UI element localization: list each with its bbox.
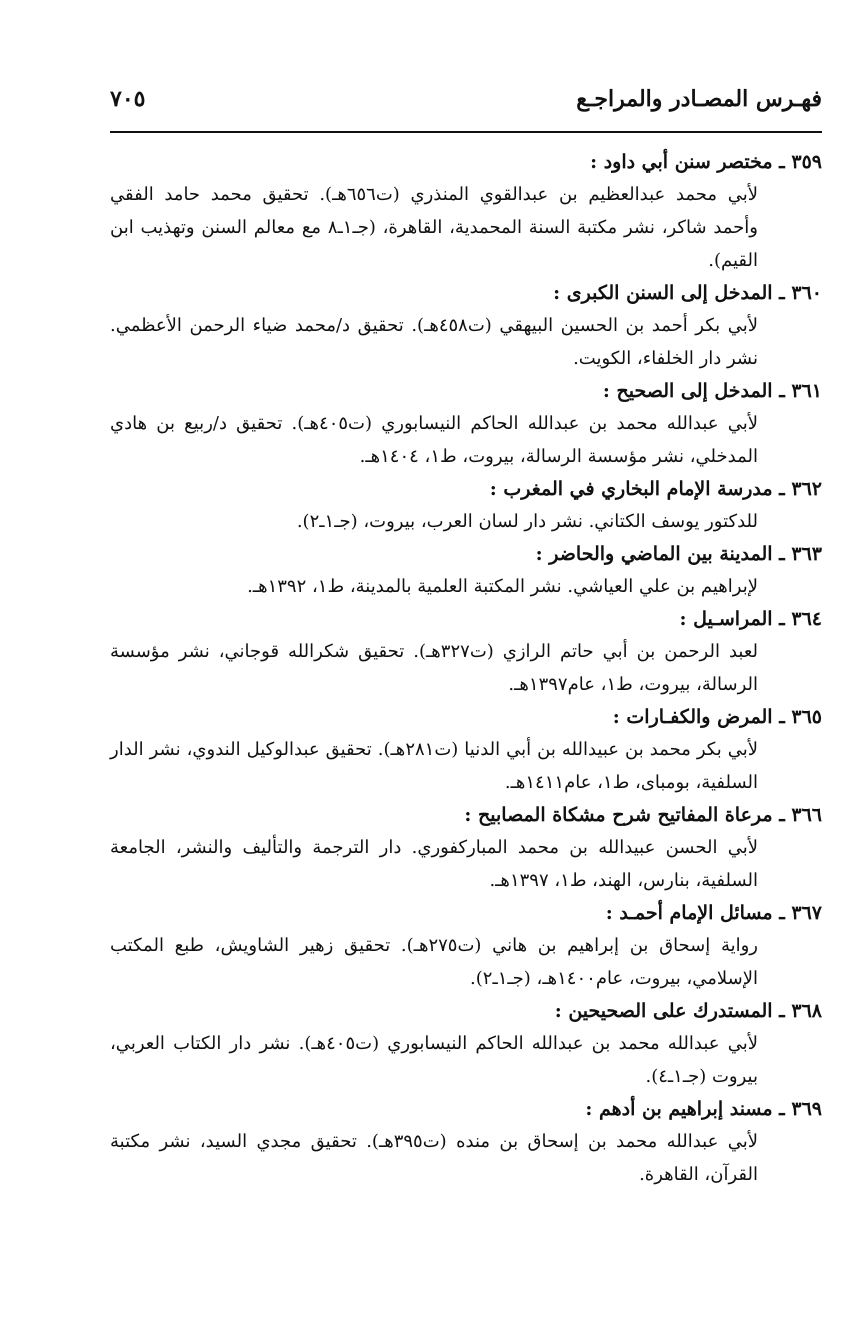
entry-details: لأبي عبدالله محمد بن إسحاق بن منده (ت٣٩٥هـ). تحقيق مجدي السيد، نشر مكتبة القرآن، القاهرة.: [110, 1131, 759, 1185]
bibliography-entry: [110, 603, 822, 701]
entry-title: ٣٦٧ ـ مسائل الإمام أحمـد :: [605, 902, 822, 924]
entry-details: لأبي عبدالله محمد بن عبدالله الحاكم النيسابوري (ت٤٠٥هـ). نشر دار الكتاب العربي، بيروت (جـ١ـ٤).: [110, 1033, 758, 1087]
bibliography-entry: [110, 146, 822, 277]
entry-title: ٣٦٤ ـ المراسـيل :: [679, 608, 822, 630]
bibliography-entry: [110, 1093, 822, 1191]
entry-title: ٣٦٢ ـ مدرسة الإمام البخاري في المغرب :: [489, 478, 822, 500]
entry-details: لإبراهيم بن علي العياشي. نشر المكتبة العلمية بالمدينة، ط١، ١٣٩٢هـ.: [247, 576, 758, 597]
entry-details: لأبي الحسن عبيدالله بن محمد المباركفوري. دار الترجمة والتأليف والنشر، الجامعة السلفية، بنارس، الهند، ط١، ١٣٩٧هـ.: [110, 837, 758, 891]
bibliography-entry: [110, 995, 822, 1093]
bibliography-entry: [110, 277, 822, 375]
bibliography-entry: [110, 473, 822, 538]
entry-title: ٣٦٦ ـ مرعاة المفاتيح شرح مشكاة المصابيح :: [464, 804, 822, 826]
entry-title: ٣٦٣ ـ المدينة بين الماضي والحاضر :: [535, 543, 822, 565]
bibliography-entry: [110, 538, 822, 603]
entry-title: ٣٦٠ ـ المدخل إلى السنن الكبرى :: [553, 282, 822, 304]
entry-details: لأبي عبدالله محمد بن عبدالله الحاكم النيسابوري (ت٤٠٥هـ). تحقيق د/ربيع بن هادي المدخلي، نشر مؤسسة الرسالة، بيروت، ط١، ١٤٠٤هـ.: [110, 413, 758, 467]
entry-details: لأبي بكر أحمد بن الحسين البيهقي (ت٤٥٨هـ). تحقيق د/محمد ضياء الرحمن الأعظمي. نشر دار الخلفاء، الكويت.: [110, 315, 759, 369]
bibliography-entry: [110, 375, 822, 473]
entry-details: للدكتور يوسف الكتاني. نشر دار لسان العرب، بيروت، (جـ١ـ٢).: [296, 511, 758, 532]
bibliography-list: [110, 146, 822, 1216]
entry-title: ٣٦١ ـ المدخل إلى الصحيح :: [602, 380, 822, 402]
bibliography-entry: [110, 799, 822, 897]
page-number: ٧٠٥: [110, 86, 146, 112]
entry-details: لعبد الرحمن بن أبي حاتم الرازي (ت٣٢٧هـ). تحقيق شكرالله قوجاني، نشر مؤسسة الرسالة، بيروت، ط١، عام١٣٩٧هـ.: [110, 641, 758, 695]
entry-details: لأبي محمد عبدالعظيم بن عبدالقوي المنذري (ت٦٥٦هـ). تحقيق محمد حامد الفقي وأحمد شاكر، نشر مكتبة السنة المحمدية، القاهرة، (جـ١ـ٨ مع معالم السنن وتهذيب ابن القيم).: [110, 184, 759, 271]
bibliography-entry: [110, 897, 822, 995]
header-divider: [110, 131, 822, 133]
bibliography-entry: [110, 701, 822, 799]
entry-details: رواية إسحاق بن إبراهيم بن هاني (ت٢٧٥هـ). تحقيق زهير الشاويش، طبع المكتب الإسلامي، بيروت، عام١٤٠٠هـ، (جـ١ـ٢).: [110, 935, 758, 989]
entry-title: ٣٦٨ ـ المستدرك على الصحيحين :: [554, 1000, 822, 1022]
entry-title: ٣٥٩ ـ مختصر سنن أبي داود :: [590, 151, 822, 173]
running-header: [110, 82, 822, 126]
entry-details: لأبي بكر محمد بن عبيدالله بن أبي الدنيا (ت٢٨١هـ). تحقيق عبدالوكيل الندوي، نشر الدار السلفية، بومباى، ط١، عام١٤١١هـ.: [110, 739, 758, 793]
header-title: فهـرس المصـادر والمراجـع: [576, 86, 822, 112]
entry-title: ٣٦٩ ـ مسند إبراهيم بن أدهم :: [585, 1098, 822, 1120]
entry-title: ٣٦٥ ـ المرض والكفـارات :: [612, 706, 822, 728]
